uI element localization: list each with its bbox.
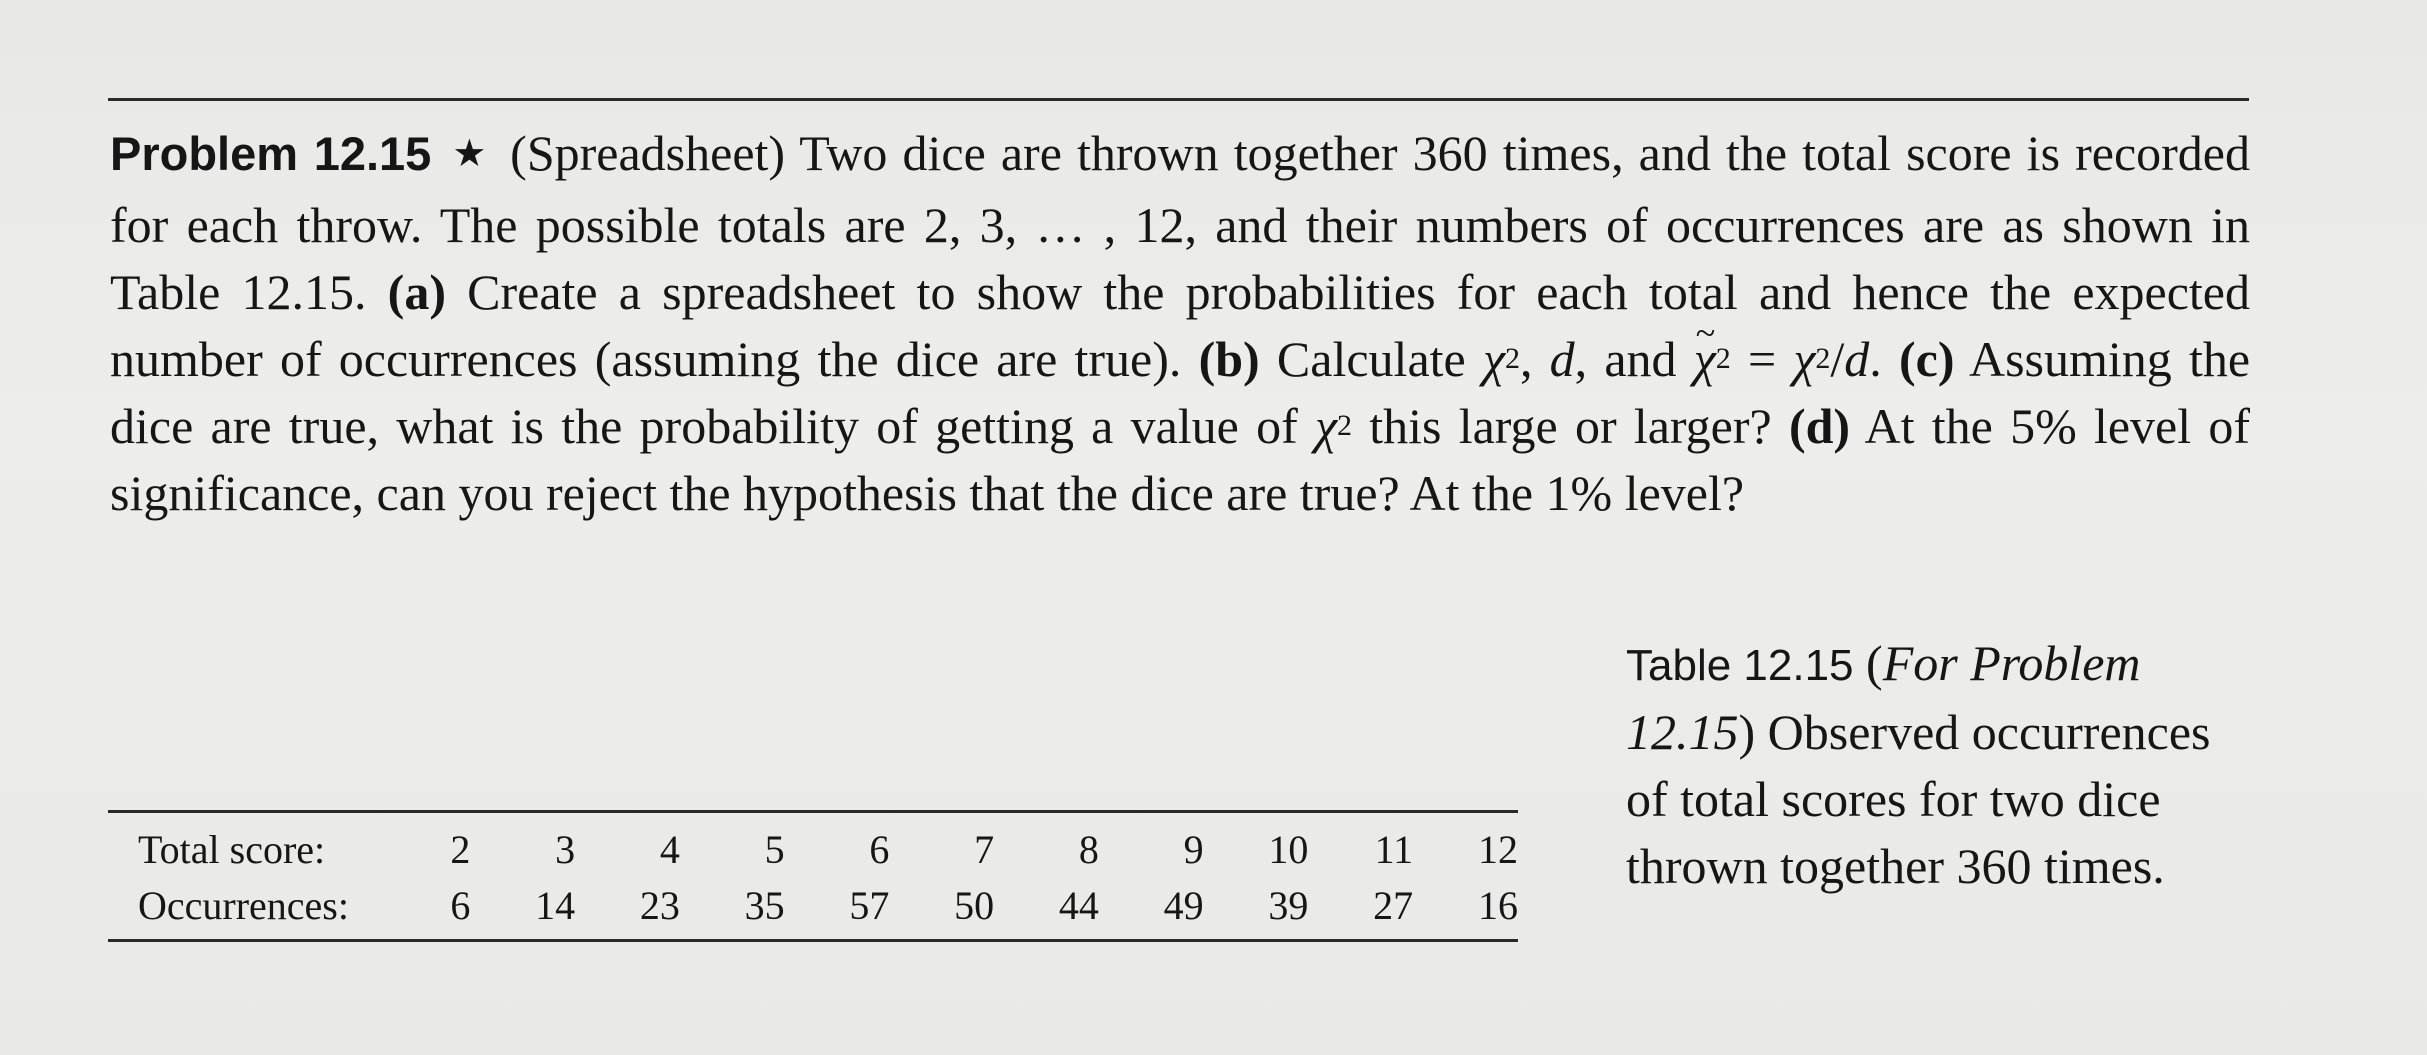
- table-cell: 16: [1478, 882, 1518, 928]
- part-c-label: (c): [1899, 331, 1955, 387]
- period: .: [1869, 331, 1882, 387]
- problem-statement: [110, 120, 2250, 527]
- table-cell: 5: [764, 826, 785, 872]
- slash: /: [1830, 331, 1845, 387]
- occurrences-table: [108, 810, 1518, 942]
- table-cell: 27: [1373, 882, 1414, 928]
- table-cell: 44: [1058, 882, 1099, 928]
- table-cell: 8: [1078, 826, 1099, 872]
- part-a-text: Create a spreadsheet to show the probabilities for each total and hence the expected number of occurrences (assuming the dice are true).: [110, 264, 2250, 387]
- d-symbol: d: [1844, 331, 1870, 387]
- table-cell: 14: [535, 882, 576, 928]
- table-row-totals: [108, 813, 1518, 877]
- table-cell: 35: [744, 882, 785, 928]
- part-d-text: At the 5% level of significance, can you reject the hypothesis that the dice are true? At the 1% level?: [110, 398, 2251, 521]
- table-cell: 4: [659, 826, 680, 872]
- problem-label: Problem 12.15: [110, 127, 432, 180]
- part-b-label: (b): [1198, 331, 1260, 387]
- table-cell: 10: [1268, 826, 1309, 872]
- table-cell: 7: [974, 826, 995, 872]
- table-cell: 49: [1163, 882, 1204, 928]
- caption-text: Observed occurrences of total scores for two dice thrown together 360 times.: [1626, 704, 2211, 894]
- d-symbol: d: [1549, 331, 1575, 387]
- exponent: 2: [1715, 342, 1731, 375]
- table-cell: 11: [1374, 826, 1414, 872]
- exponent: 2: [1815, 342, 1831, 375]
- table-cell: 57: [849, 882, 890, 928]
- caption-open-paren: (: [1866, 635, 1883, 691]
- table-caption: [1626, 630, 2246, 900]
- top-rule: [108, 98, 2249, 101]
- exponent: 2: [1504, 342, 1520, 375]
- table-cell: 6: [450, 882, 471, 928]
- table-cell: 12: [1478, 826, 1518, 872]
- caption-reference: For Problem 12.15: [1626, 635, 2141, 760]
- table-cell: 9: [1183, 826, 1204, 872]
- exponent: 2: [1337, 409, 1352, 442]
- part-c-text: Assuming the dice are true, what is the probability of getting a value of: [110, 331, 2251, 454]
- comma: ,: [1519, 331, 1533, 387]
- star-icon: ★: [452, 133, 490, 175]
- chi-symbol: χ: [1315, 398, 1337, 454]
- row-label: Occurrences:: [138, 882, 349, 928]
- part-b-text: Calculate: [1276, 331, 1466, 387]
- and-text: , and: [1574, 331, 1677, 387]
- chi-tilde-symbol: ~ χ: [1694, 326, 1716, 393]
- chi-symbol: χ: [1793, 331, 1816, 387]
- table-cell: 6: [869, 826, 890, 872]
- row-label: Total score:: [138, 826, 326, 872]
- caption-label: Table 12.15: [1626, 641, 1854, 690]
- table-cell: 3: [555, 826, 576, 872]
- part-a-label: (a): [387, 264, 446, 320]
- table-cell: 2: [450, 826, 471, 872]
- part-c-text-2: this large or larger?: [1369, 398, 1772, 454]
- problem-intro: (Spreadsheet) Two dice are thrown together 360 times, and the total score is recorded for each throw. The possible totals are 2, 3, … , 12, and their numbers of occurrences are as shown in Table 12.15.: [110, 125, 2250, 320]
- table-cell: 39: [1268, 882, 1309, 928]
- equals: =: [1730, 331, 1794, 387]
- caption-close-paren: ): [1738, 704, 1756, 760]
- part-d-label: (d): [1788, 398, 1851, 454]
- table-row-occurrences: [108, 877, 1518, 933]
- table-cell: 50: [954, 882, 995, 928]
- table-bottom-rule: [108, 939, 1518, 942]
- table-cell: 23: [639, 882, 680, 928]
- chi-symbol: χ: [1482, 331, 1505, 387]
